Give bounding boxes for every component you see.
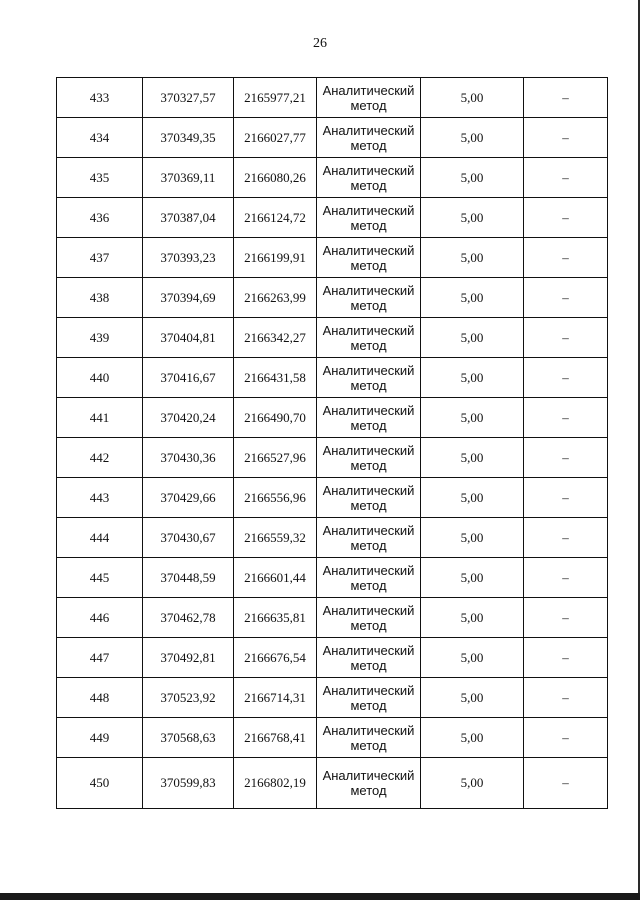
method-label-line2: метод [350,497,387,513]
x-coordinate-cell: 370420,24 [143,398,234,438]
x-coordinate-cell: 370568,63 [143,718,234,758]
x-coordinate-cell: 370599,83 [143,758,234,809]
method-label-line1: Аналитический [322,162,415,178]
point-number-cell: 446 [57,598,143,638]
method-cell [317,118,421,158]
y-coordinate-cell: 2166559,32 [234,518,317,558]
method-cell [317,478,421,518]
coordinates-table-body [57,78,608,809]
method-label-line1: Аналитический [322,242,415,258]
method-label-line2: метод [350,577,387,593]
method-cell [317,278,421,318]
method-label-line1: Аналитический [322,122,415,138]
method-label-line1: Аналитический [322,82,415,98]
note-cell: – [524,398,608,438]
x-coordinate-cell: 370462,78 [143,598,234,638]
coordinates-table [56,77,608,809]
x-coordinate-cell: 370404,81 [143,318,234,358]
method-label-line2: метод [350,537,387,553]
method-label-line2: метод [350,417,387,433]
table-row [57,478,608,518]
point-number-cell: 435 [57,158,143,198]
point-number-cell: 449 [57,718,143,758]
note-cell: – [524,518,608,558]
note-cell: – [524,158,608,198]
method-label-line2: метод [350,177,387,193]
method-cell [317,398,421,438]
point-number-cell: 450 [57,758,143,809]
y-coordinate-cell: 2166527,96 [234,438,317,478]
table-row [57,358,608,398]
method-cell [317,78,421,118]
table-row [57,78,608,118]
accuracy-cell: 5,00 [421,158,524,198]
x-coordinate-cell: 370523,92 [143,678,234,718]
method-cell [317,678,421,718]
accuracy-cell: 5,00 [421,238,524,278]
x-coordinate-cell: 370416,67 [143,358,234,398]
table-row [57,278,608,318]
method-label-line2: метод [350,783,387,798]
point-number-cell: 443 [57,478,143,518]
x-coordinate-cell: 370393,23 [143,238,234,278]
x-coordinate-cell: 370327,57 [143,78,234,118]
note-cell: – [524,238,608,278]
y-coordinate-cell: 2165977,21 [234,78,317,118]
table-row [57,758,608,809]
note-cell: – [524,358,608,398]
x-coordinate-cell: 370448,59 [143,558,234,598]
y-coordinate-cell: 2166601,44 [234,558,317,598]
note-cell: – [524,718,608,758]
accuracy-cell: 5,00 [421,558,524,598]
method-label-line2: метод [350,97,387,113]
note-cell: – [524,78,608,118]
method-cell [317,438,421,478]
point-number-cell: 439 [57,318,143,358]
method-label-line2: метод [350,337,387,353]
table-row [57,638,608,678]
method-label-line1: Аналитический [322,642,415,658]
accuracy-cell: 5,00 [421,718,524,758]
point-number-cell: 436 [57,198,143,238]
method-label-line1: Аналитический [322,722,415,738]
x-coordinate-cell: 370492,81 [143,638,234,678]
accuracy-cell: 5,00 [421,758,524,809]
y-coordinate-cell: 2166556,96 [234,478,317,518]
table-row [57,718,608,758]
accuracy-cell: 5,00 [421,278,524,318]
table-row [57,438,608,478]
method-label-line1: Аналитический [322,322,415,338]
accuracy-cell: 5,00 [421,598,524,638]
point-number-cell: 437 [57,238,143,278]
y-coordinate-cell: 2166080,26 [234,158,317,198]
note-cell: – [524,558,608,598]
y-coordinate-cell: 2166342,27 [234,318,317,358]
y-coordinate-cell: 2166431,58 [234,358,317,398]
accuracy-cell: 5,00 [421,438,524,478]
method-label-line1: Аналитический [322,562,415,578]
table-row [57,318,608,358]
point-number-cell: 442 [57,438,143,478]
method-cell [317,238,421,278]
point-number-cell: 440 [57,358,143,398]
method-label-line1: Аналитический [322,522,415,538]
note-cell: – [524,118,608,158]
y-coordinate-cell: 2166490,70 [234,398,317,438]
accuracy-cell: 5,00 [421,118,524,158]
method-label-line2: метод [350,217,387,233]
method-label-line1: Аналитический [322,362,415,378]
method-label-line2: метод [350,697,387,713]
method-label-line2: метод [350,657,387,673]
table-row [57,558,608,598]
x-coordinate-cell: 370394,69 [143,278,234,318]
table-row [57,198,608,238]
point-number-cell: 433 [57,78,143,118]
y-coordinate-cell: 2166263,99 [234,278,317,318]
page-number: 26 [313,36,327,51]
note-cell: – [524,478,608,518]
x-coordinate-cell: 370429,66 [143,478,234,518]
y-coordinate-cell: 2166199,91 [234,238,317,278]
y-coordinate-cell: 2166768,41 [234,718,317,758]
method-cell [317,718,421,758]
table-row [57,398,608,438]
method-label-line2: метод [350,737,387,753]
method-label-line1: Аналитический [322,768,415,783]
note-cell: – [524,758,608,809]
point-number-cell: 448 [57,678,143,718]
y-coordinate-cell: 2166124,72 [234,198,317,238]
method-cell [317,358,421,398]
method-label-line1: Аналитический [322,282,415,298]
x-coordinate-cell: 370387,04 [143,198,234,238]
note-cell: – [524,278,608,318]
y-coordinate-cell: 2166027,77 [234,118,317,158]
point-number-cell: 444 [57,518,143,558]
x-coordinate-cell: 370430,67 [143,518,234,558]
table-row [57,598,608,638]
note-cell: – [524,438,608,478]
method-label-line1: Аналитический [322,442,415,458]
accuracy-cell: 5,00 [421,78,524,118]
table-row [57,118,608,158]
method-cell [317,518,421,558]
y-coordinate-cell: 2166714,31 [234,678,317,718]
method-label-line1: Аналитический [322,402,415,418]
method-label-line2: метод [350,457,387,473]
method-label-line2: метод [350,377,387,393]
method-cell [317,318,421,358]
method-label-line2: метод [350,257,387,273]
method-label-line2: метод [350,297,387,313]
method-label-line1: Аналитический [322,682,415,698]
accuracy-cell: 5,00 [421,358,524,398]
method-label-line1: Аналитический [322,602,415,618]
accuracy-cell: 5,00 [421,398,524,438]
table-row [57,238,608,278]
point-number-cell: 438 [57,278,143,318]
method-cell [317,158,421,198]
method-cell [317,598,421,638]
x-coordinate-cell: 370430,36 [143,438,234,478]
note-cell: – [524,678,608,718]
note-cell: – [524,318,608,358]
table-row [57,518,608,558]
y-coordinate-cell: 2166676,54 [234,638,317,678]
accuracy-cell: 5,00 [421,478,524,518]
scan-bottom-mark [0,893,640,900]
method-label-line1: Аналитический [322,202,415,218]
method-cell [317,638,421,678]
accuracy-cell: 5,00 [421,518,524,558]
point-number-cell: 447 [57,638,143,678]
method-cell [317,558,421,598]
method-cell [317,198,421,238]
table-row [57,158,608,198]
point-number-cell: 434 [57,118,143,158]
method-label-line1: Аналитический [322,482,415,498]
method-label-line2: метод [350,617,387,633]
y-coordinate-cell: 2166635,81 [234,598,317,638]
x-coordinate-cell: 370349,35 [143,118,234,158]
point-number-cell: 445 [57,558,143,598]
method-cell [317,758,421,809]
note-cell: – [524,598,608,638]
note-cell: – [524,638,608,678]
x-coordinate-cell: 370369,11 [143,158,234,198]
accuracy-cell: 5,00 [421,198,524,238]
accuracy-cell: 5,00 [421,678,524,718]
accuracy-cell: 5,00 [421,318,524,358]
table-row [57,678,608,718]
method-label-line2: метод [350,137,387,153]
y-coordinate-cell: 2166802,19 [234,758,317,809]
note-cell: – [524,198,608,238]
accuracy-cell: 5,00 [421,638,524,678]
point-number-cell: 441 [57,398,143,438]
